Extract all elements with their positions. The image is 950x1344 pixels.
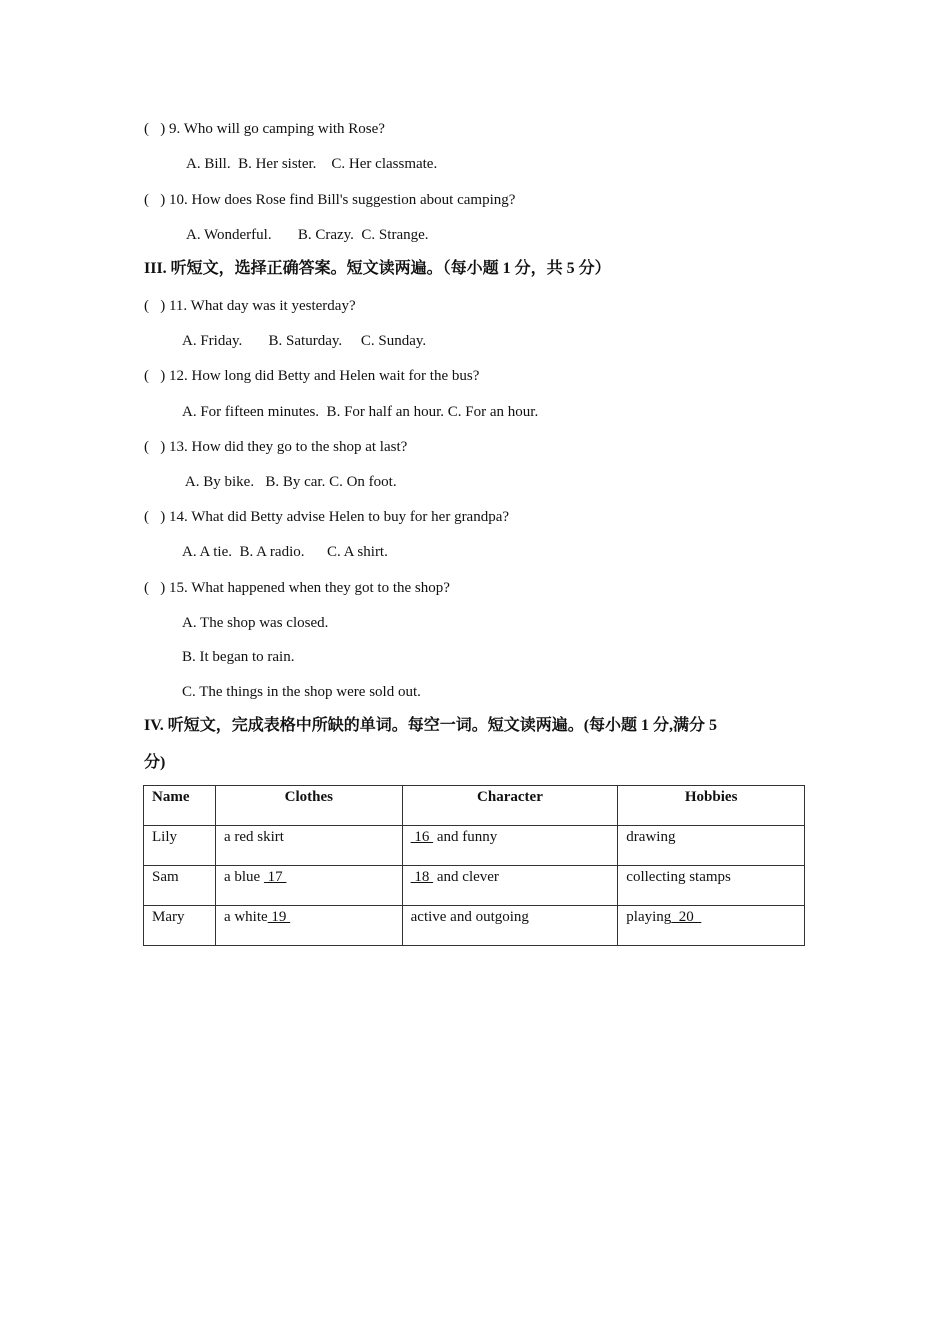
- clothes-text: a red skirt: [223, 829, 284, 845]
- question-15-option-b: B. It began to rain.: [182, 649, 295, 665]
- cell-hobbies: [618, 866, 805, 906]
- cell-character: [402, 866, 618, 906]
- hobby-text: collecting stamps: [626, 869, 731, 885]
- question-13: ( ) 13. How did they go to the shop at last?: [144, 439, 408, 455]
- question-11: ( ) 11. What day was it yesterday?: [144, 298, 356, 314]
- question-15-option-c: C. The things in the shop were sold out.: [182, 684, 421, 700]
- question-9: ( ) 9. Who will go camping with Rose?: [144, 121, 385, 137]
- header-clothes: Clothes: [215, 786, 402, 826]
- clothes-text: a blue: [223, 869, 264, 885]
- question-9-options: A. Bill. B. Her sister. C. Her classmate.: [186, 156, 438, 172]
- hobby-text: drawing: [626, 829, 676, 845]
- question-10-options: A. Wonderful. B. Crazy. C. Strange.: [186, 227, 429, 243]
- blank-20: 20: [671, 909, 702, 925]
- question-10: ( ) 10. How does Rose find Bill's suggestion about camping?: [144, 192, 516, 208]
- header-name: Name: [144, 786, 216, 826]
- question-12: ( ) 12. How long did Betty and Helen wait for the bus?: [144, 368, 480, 384]
- blank-19: 19: [267, 909, 291, 925]
- cell-clothes: [215, 906, 402, 946]
- question-14: ( ) 14. What did Betty advise Helen to buy for her grandpa?: [144, 509, 510, 525]
- question-14-options: A. A tie. B. A radio. C. A shirt.: [182, 544, 388, 560]
- character-text: and clever: [433, 869, 499, 885]
- blank-16: 16: [410, 829, 434, 845]
- table-row: [144, 866, 805, 906]
- cell-clothes: [215, 826, 402, 866]
- cell-character: [402, 906, 618, 946]
- character-text: active and outgoing: [410, 909, 529, 925]
- cell-clothes: [215, 866, 402, 906]
- section-3-heading: III. 听短文，选择正确答案。短文读两遍。（每小题 1 分，共 5 分）: [144, 260, 611, 277]
- table-row: [144, 906, 805, 946]
- header-character: Character: [402, 786, 618, 826]
- table-header-row: [144, 786, 805, 826]
- question-13-options: A. By bike. B. By car. C. On foot.: [182, 474, 397, 490]
- question-12-options: A. For fifteen minutes. B. For half an hour. C. For an hour.: [182, 404, 539, 420]
- clothes-text: a white: [223, 909, 268, 925]
- question-11-options: A. Friday. B. Saturday. C. Sunday.: [182, 333, 427, 349]
- cell-hobbies: [618, 826, 805, 866]
- section-4-heading: IV. 听短文，完成表格中所缺的单词。每空一词。短文读两遍。(每小题 1 分,满分 5: [144, 717, 718, 734]
- cell-name: Mary: [144, 906, 216, 946]
- hobby-text: playing: [626, 909, 672, 925]
- header-hobbies: Hobbies: [618, 786, 805, 826]
- cell-name: Lily: [144, 826, 216, 866]
- question-15-option-a: A. The shop was closed.: [182, 615, 329, 631]
- blank-17: 17: [263, 869, 287, 885]
- cell-character: [402, 826, 618, 866]
- question-15: ( ) 15. What happened when they got to the shop?: [144, 580, 450, 596]
- section-4-heading-cont: 分): [144, 754, 166, 771]
- fill-in-table: [143, 785, 805, 946]
- blank-18: 18: [410, 869, 434, 885]
- cell-hobbies: [618, 906, 805, 946]
- table-row: [144, 826, 805, 866]
- character-text: and funny: [433, 829, 498, 845]
- cell-name: Sam: [144, 866, 216, 906]
